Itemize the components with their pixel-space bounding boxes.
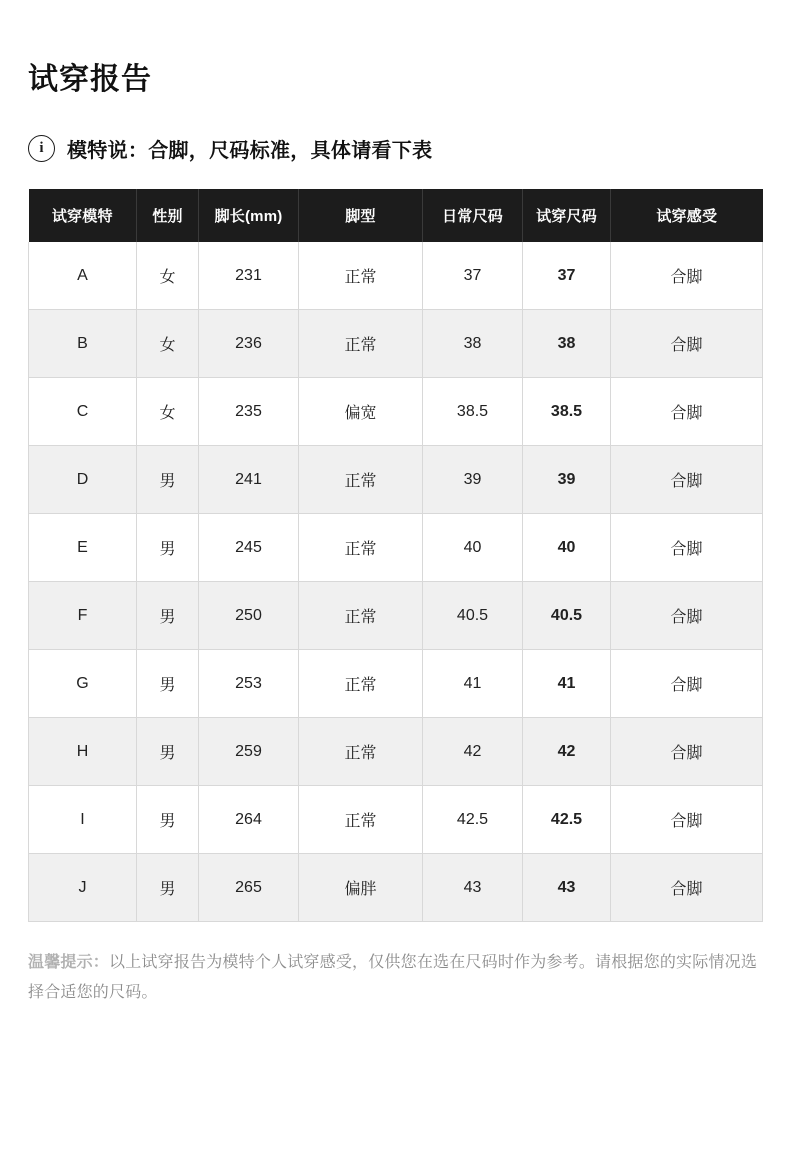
- cell-gender: 男: [137, 854, 199, 922]
- column-header-daily-size: 日常尺码: [423, 189, 523, 242]
- disclaimer-note: [28, 948, 764, 1007]
- cell-foot-type: 正常: [299, 242, 423, 310]
- cell-gender: 女: [137, 242, 199, 310]
- cell-daily-size: 38.5: [423, 378, 523, 446]
- column-header-foot-length: 脚长(mm): [199, 189, 299, 242]
- cell-feel: 合脚: [611, 242, 763, 310]
- cell-foot-type: 偏宽: [299, 378, 423, 446]
- cell-foot-length: 245: [199, 514, 299, 582]
- cell-model: B: [29, 310, 137, 378]
- table-row: [29, 242, 763, 310]
- cell-daily-size: 40: [423, 514, 523, 582]
- cell-daily-size: 37: [423, 242, 523, 310]
- cell-foot-type: 正常: [299, 718, 423, 786]
- cell-gender: 男: [137, 514, 199, 582]
- column-header-trial-size: 试穿尺码: [523, 189, 611, 242]
- table-row: [29, 378, 763, 446]
- cell-foot-length: 250: [199, 582, 299, 650]
- cell-foot-length: 231: [199, 242, 299, 310]
- table-header-row: [29, 189, 763, 242]
- cell-daily-size: 42.5: [423, 786, 523, 854]
- cell-model: F: [29, 582, 137, 650]
- cell-gender: 男: [137, 786, 199, 854]
- fit-report-table: [28, 189, 763, 922]
- cell-foot-length: 241: [199, 446, 299, 514]
- cell-gender: 女: [137, 378, 199, 446]
- model-comment: [28, 134, 762, 163]
- cell-model: E: [29, 514, 137, 582]
- cell-trial-size: 42.5: [523, 786, 611, 854]
- cell-foot-type: 正常: [299, 786, 423, 854]
- cell-foot-length: 264: [199, 786, 299, 854]
- cell-foot-type: 正常: [299, 310, 423, 378]
- cell-gender: 男: [137, 582, 199, 650]
- column-header-gender: 性别: [137, 189, 199, 242]
- column-header-foot-type: 脚型: [299, 189, 423, 242]
- cell-foot-type: 正常: [299, 650, 423, 718]
- cell-trial-size: 41: [523, 650, 611, 718]
- cell-foot-length: 236: [199, 310, 299, 378]
- cell-daily-size: 43: [423, 854, 523, 922]
- table-row: [29, 854, 763, 922]
- cell-trial-size: 38.5: [523, 378, 611, 446]
- cell-feel: 合脚: [611, 582, 763, 650]
- column-header-feel: 试穿感受: [611, 189, 763, 242]
- cell-trial-size: 38: [523, 310, 611, 378]
- cell-model: H: [29, 718, 137, 786]
- table-row: [29, 514, 763, 582]
- cell-feel: 合脚: [611, 310, 763, 378]
- cell-trial-size: 39: [523, 446, 611, 514]
- cell-foot-length: 253: [199, 650, 299, 718]
- cell-model: J: [29, 854, 137, 922]
- cell-feel: 合脚: [611, 650, 763, 718]
- cell-feel: 合脚: [611, 718, 763, 786]
- cell-trial-size: 40: [523, 514, 611, 582]
- cell-feel: 合脚: [611, 786, 763, 854]
- cell-feel: 合脚: [611, 378, 763, 446]
- cell-daily-size: 41: [423, 650, 523, 718]
- cell-model: C: [29, 378, 137, 446]
- table-row: [29, 718, 763, 786]
- disclaimer-label: 温馨提示：: [28, 954, 110, 971]
- table-row: [29, 582, 763, 650]
- cell-trial-size: 43: [523, 854, 611, 922]
- cell-gender: 男: [137, 650, 199, 718]
- cell-foot-type: 偏胖: [299, 854, 423, 922]
- fit-report-page: [0, 62, 790, 1164]
- disclaimer-text: 以上试穿报告为模特个人试穿感受，仅供您在选在尺码时作为参考。请根据您的实际情况选择合适您的尺码。: [28, 954, 758, 1001]
- cell-foot-length: 235: [199, 378, 299, 446]
- cell-gender: 女: [137, 310, 199, 378]
- table-row: [29, 786, 763, 854]
- cell-feel: 合脚: [611, 446, 763, 514]
- cell-model: I: [29, 786, 137, 854]
- cell-foot-type: 正常: [299, 514, 423, 582]
- cell-foot-type: 正常: [299, 582, 423, 650]
- table-row: [29, 650, 763, 718]
- table-row: [29, 310, 763, 378]
- cell-daily-size: 42: [423, 718, 523, 786]
- model-comment-text: 模特说：合脚，尺码标准，具体请看下表: [67, 140, 433, 162]
- cell-foot-length: 259: [199, 718, 299, 786]
- cell-daily-size: 39: [423, 446, 523, 514]
- cell-foot-length: 265: [199, 854, 299, 922]
- cell-gender: 男: [137, 718, 199, 786]
- cell-gender: 男: [137, 446, 199, 514]
- cell-model: D: [29, 446, 137, 514]
- cell-feel: 合脚: [611, 854, 763, 922]
- cell-trial-size: 37: [523, 242, 611, 310]
- cell-trial-size: 40.5: [523, 582, 611, 650]
- cell-daily-size: 38: [423, 310, 523, 378]
- table-row: [29, 446, 763, 514]
- cell-model: G: [29, 650, 137, 718]
- column-header-model: 试穿模特: [29, 189, 137, 242]
- page-title: 试穿报告: [28, 63, 152, 96]
- cell-foot-type: 正常: [299, 446, 423, 514]
- cell-feel: 合脚: [611, 514, 763, 582]
- cell-trial-size: 42: [523, 718, 611, 786]
- cell-daily-size: 40.5: [423, 582, 523, 650]
- cell-model: A: [29, 242, 137, 310]
- info-circle-icon: i: [28, 135, 55, 162]
